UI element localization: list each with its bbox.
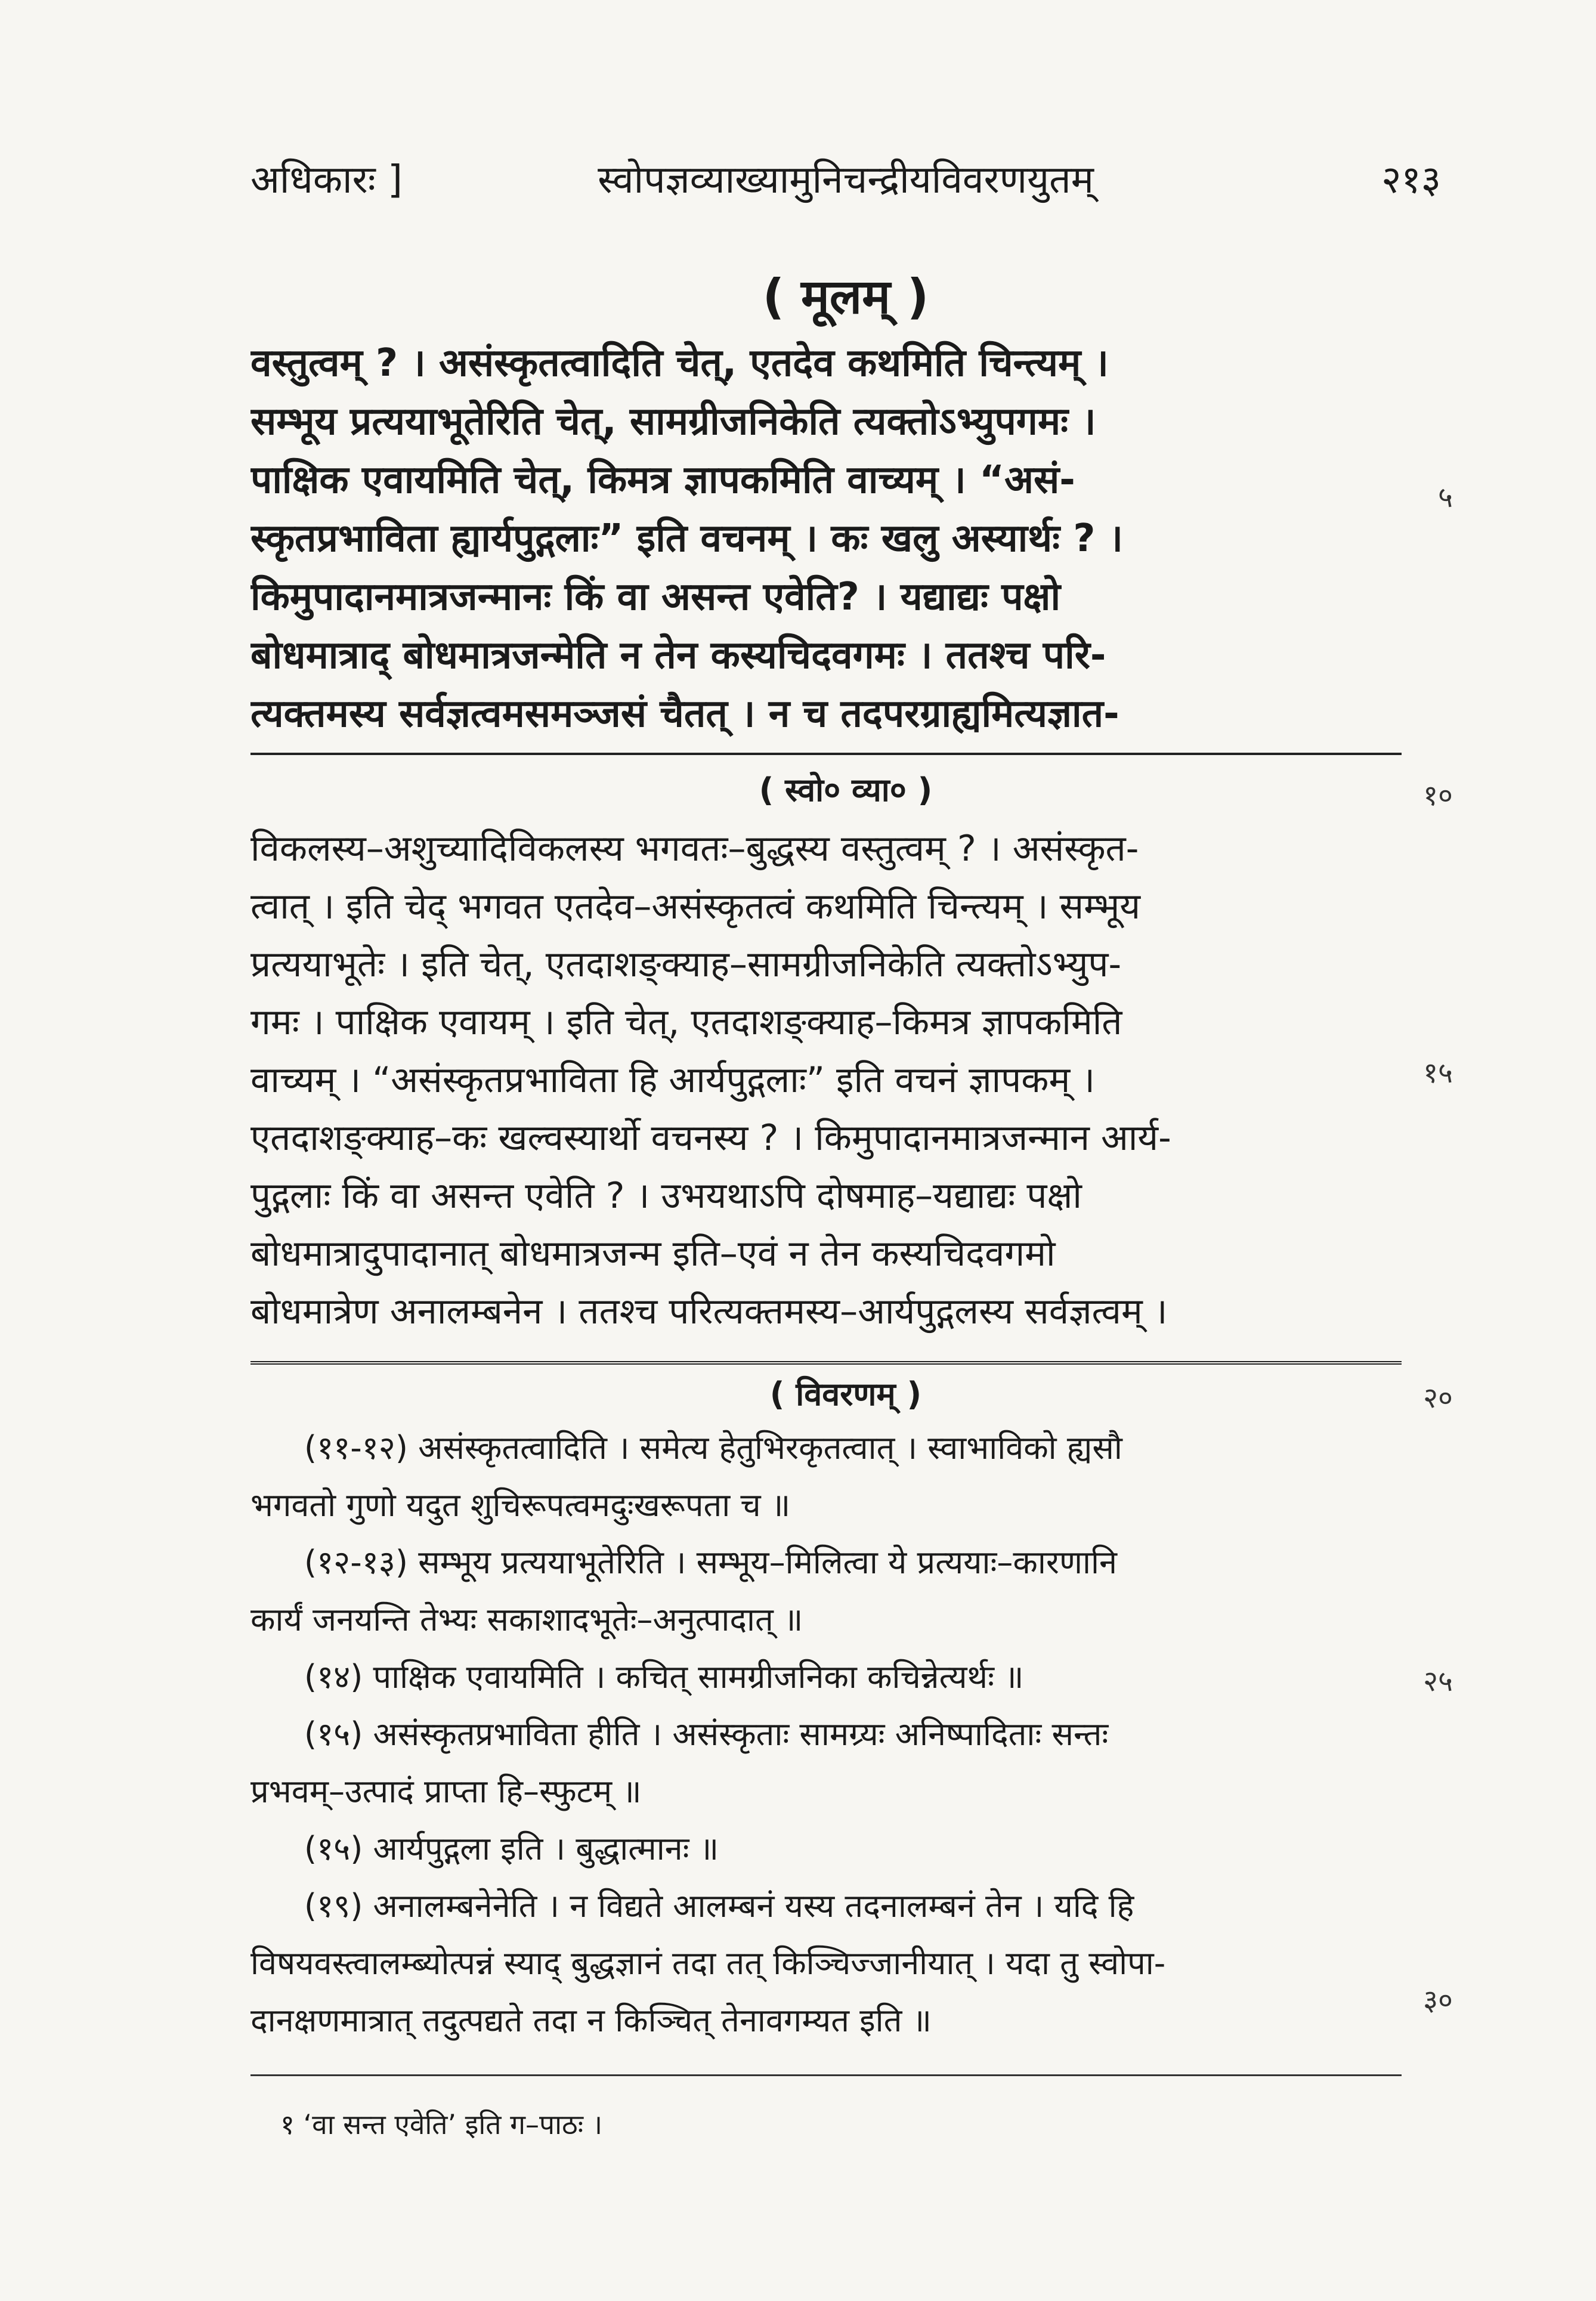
text-line: प्रत्ययाभूतेः । इति चेत्, एतदाशङ्क्याह–सामग्रीजनिकेति त्यक्तोऽभ्युप- — [250, 944, 1122, 985]
text-line: (१२-१३) सम्भूय प्रत्ययाभूतेरिति । सम्भूय–मिलित्वा ये प्रत्ययाः–कारणानि — [304, 1544, 1117, 1581]
mulam-text — [250, 334, 1402, 743]
section-divider — [250, 753, 1402, 755]
text-line: बोधमात्रादुपादानात् बोधमात्रजन्म इति–एवं न तेन कस्यचिदवगमो — [250, 1233, 1056, 1275]
text-line: वाच्यम् । “असंस्कृतप्रभाविता हि आर्यपुद्गलाः” इति वचनं ज्ञापकम् । — [250, 1059, 1096, 1101]
line-number: १५ — [1423, 1056, 1453, 1090]
text-line: एतदाशङ्क्याह–कः खल्वस्यार्थो वचनस्य ? । किमुपादानमात्रजन्मान आर्य- — [250, 1117, 1171, 1159]
running-header — [250, 152, 1441, 218]
footnote-divider — [250, 2074, 1402, 2076]
text-line: गमः । पाक्षिक एवायम् । इति चेत्, एतदाशङ्क्याह–किमत्र ज्ञापकमिति — [250, 1001, 1122, 1043]
text-line: भगवतो गुणो यदुत शुचिरूपत्वमदुःखरूपता च ॥ — [250, 1486, 791, 1524]
line-number: ३० — [1423, 1984, 1453, 2017]
section-divider — [250, 1361, 1402, 1368]
text-line: वस्तुत्वम् ? । असंस्कृतत्वादिति चेत्, एतदेव कथमिति चिन्त्यम् । — [250, 341, 1109, 385]
text-line: (१५) असंस्कृतप्रभाविता हीति । असंस्कृताः सामग्र्यः अनिष्पादिताः सन्तः — [304, 1715, 1109, 1753]
text-line: दानक्षणमात्रात् तदुत्पद्यते तदा न किञ्चित् तेनावगम्यत इति ॥ — [250, 2002, 932, 2039]
line-number: २५ — [1423, 1665, 1453, 1698]
page-number: २१३ — [1381, 158, 1441, 202]
vyakhya-heading: ( स्वो० व्या० ) — [759, 771, 933, 809]
text-line: (१९) अनालम्बनेनेति । न विद्यते आलम्बनं यस्य तदनालम्बनं तेन । यदि हि — [304, 1887, 1134, 1925]
text-line: विकलस्य–अशुच्यादिविकलस्य भगवतः–बुद्धस्य वस्तुत्वम् ? । असंस्कृत- — [250, 828, 1139, 870]
text-line: पाक्षिक एवायमिति चेत्, किमत्र ज्ञापकमिति वाच्यम् । “असं- — [250, 458, 1075, 502]
text-line: स्कृतप्रभाविता ह्यार्यपुद्गलाः” इति वचनम् । कः खलु अस्यार्थः ? । — [250, 517, 1124, 561]
text-line: (११-१२) असंस्कृतत्वादिति । समेत्य हेतुभिरकृतत्वात् । स्वाभाविको ह्यसौ — [304, 1429, 1122, 1467]
text-line: (१४) पाक्षिक एवायमिति । कचित् सामग्रीजनिका कचिन्नेत्यर्थः ॥ — [304, 1658, 1024, 1696]
text-line: (१५) आर्यपुद्गला इति । बुद्धात्मानः ॥ — [304, 1830, 719, 1867]
text-line: पुद्गलाः किं वा असन्त एवेति ? । उभयथाऽपि दोषमाह–यद्याद्यः पक्षो — [250, 1175, 1082, 1217]
text-line: किमुपादानमात्रजन्मानः किं वा असन्त एवेति? । यद्याद्यः पक्षो — [250, 575, 1061, 619]
text-line: त्वात् । इति चेद् भगवत एतदेव–असंस्कृतत्वं कथमिति चिन्त्यम् । सम्भूय — [250, 886, 1141, 927]
text-line: सम्भूय प्रत्ययाभूतेरिति चेत्, सामग्रीजनिकेति त्यक्तोऽभ्युपगमः । — [250, 400, 1096, 444]
text-line: प्रभवम्–उत्पादं प्राप्ता हि–स्फुटम् ॥ — [250, 1773, 642, 1810]
vyakhya-text — [250, 820, 1402, 1341]
line-number: २० — [1423, 1381, 1453, 1415]
line-number: १० — [1423, 779, 1453, 812]
line-number: ५ — [1438, 481, 1453, 514]
text-line: बोधमात्राद् बोधमात्रजन्मेति न तेन कस्यचिदवगमः । ततश्च परि- — [250, 633, 1106, 678]
running-title: स्वोपज्ञव्याख्यामुनिचन्द्रीयविवरणयुतम् — [598, 158, 1094, 202]
text-line: त्यक्तमस्य सर्वज्ञत्वमसमञ्जसं चैतत् । न च तदपरग्राह्यमित्यज्ञात- — [250, 692, 1119, 736]
footnote: १ ‘वा सन्त एवेति’ इति ग–पाठः । — [280, 2108, 603, 2141]
text-line: कार्यं जनयन्ति तेभ्यः सकाशादभूतेः–अनुत्पादात् ॥ — [250, 1601, 803, 1638]
vivarana-heading: ( विवरणम् ) — [769, 1375, 922, 1413]
text-line: बोधमात्रेण अनालम्बनेन । ततश्च परित्यक्तमस्य–आर्यपुद्गलस्य सर्वज्ञत्वम् । — [250, 1291, 1168, 1332]
chapter-label: अधिकारः ] — [250, 158, 403, 202]
mulam-heading: ( मूलम् ) — [762, 269, 929, 324]
vivarana-text — [250, 1419, 1402, 2049]
text-line: विषयवस्त्वालम्ब्योत्पन्नं स्याद् बुद्धज्ञानं तदा तत् किञ्चिज्जानीयात् । यदा तु स्वोपा- — [250, 1944, 1166, 1982]
